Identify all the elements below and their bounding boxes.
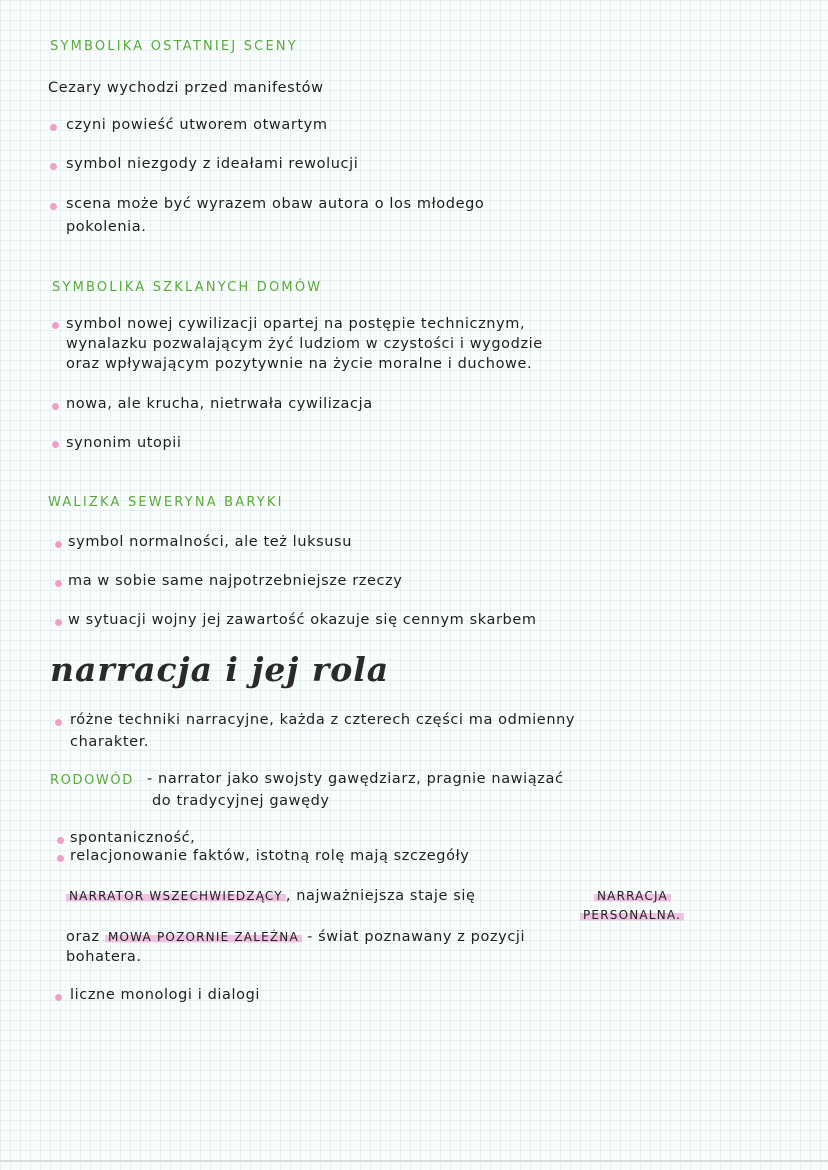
intro-text: Cezary wychodzi przed manifestów xyxy=(48,80,324,96)
bullet-dot xyxy=(55,719,62,726)
bullet-dot xyxy=(50,203,57,210)
highlight-narracja-line xyxy=(594,888,671,904)
narrator-line xyxy=(66,888,476,904)
highlight-narracja: NARRACJA xyxy=(594,889,671,903)
list-item: symbol normalności, ale też luksusu xyxy=(68,534,352,550)
highlight-personalna-line xyxy=(580,907,684,923)
mowa-line xyxy=(66,929,525,945)
list-item: w sytuacji wojny jej zawartość okazuje się cennym skarbem xyxy=(68,612,537,628)
list-item: liczne monologi i dialogi xyxy=(70,987,261,1003)
highlight-personalna: PERSONALNA. xyxy=(580,908,684,922)
bullet-dot xyxy=(50,124,57,131)
oraz-text: oraz xyxy=(66,929,100,945)
list-item: scena może być wyrazem obaw autora o los młodego xyxy=(66,196,485,212)
list-item: symbol niezgody z ideałami rewolucji xyxy=(66,156,359,172)
page-bottom-edge xyxy=(0,1160,828,1162)
rodowod-text: - narrator jako swojsty gawędziarz, pragnie nawiązać xyxy=(147,771,564,787)
list-item-continuation: wynalazku pozwalającym żyć ludziom w czystości i wygodzie xyxy=(66,336,543,352)
list-item: ma w sobie same najpotrzebniejsze rzeczy xyxy=(68,573,403,589)
list-item: różne techniki narracyjne, każda z czterech części ma odmienny xyxy=(70,712,576,728)
bullet-dot xyxy=(55,541,62,548)
bullet-dot xyxy=(55,994,62,1001)
rodowod-text-continuation: do tradycyjnej gawędy xyxy=(152,793,330,809)
bullet-dot xyxy=(57,837,64,844)
list-item: nowa, ale krucha, nietrwała cywilizacja xyxy=(66,396,373,412)
bullet-dot xyxy=(52,441,59,448)
bullet-dot xyxy=(50,163,57,170)
narrator-mid-text: , najważniejsza staje się xyxy=(285,888,476,904)
world-text: - świat poznawany z pozycji xyxy=(307,929,526,945)
list-item: synonim utopii xyxy=(66,435,182,451)
heading-walizka: WALIZKA SEWERYNA BARYKI xyxy=(48,495,284,510)
list-item-continuation: oraz wpływającym pozytywnie na życie moralne i duchowe. xyxy=(66,356,533,372)
list-item: symbol nowej cywilizacji opartej na postępie technicznym, xyxy=(66,316,526,332)
list-item: spontaniczność, xyxy=(70,830,196,846)
bullet-dot xyxy=(52,403,59,410)
highlight-narrator-wszechwiedzacy: NARRATOR WSZECHWIEDZĄCY xyxy=(66,889,286,903)
bullet-dot xyxy=(57,855,64,862)
list-item: relacjonowanie faktów, istotną rolę mają szczegóły xyxy=(70,848,470,864)
narracja-title: narracja i jej rola xyxy=(50,650,390,689)
list-item-continuation: charakter. xyxy=(70,734,150,750)
heading-szklane-domy: SYMBOLIKA SZKLANYCH DOMÓW xyxy=(52,280,323,295)
bullet-dot xyxy=(52,322,59,329)
bohatera-text: bohatera. xyxy=(66,949,142,965)
heading-ostatnia-scena: SYMBOLIKA OSTATNIEJ SCENY xyxy=(50,39,298,54)
list-item: czyni powieść utworem otwartym xyxy=(66,117,328,133)
bullet-dot xyxy=(55,580,62,587)
list-item-continuation: pokolenia. xyxy=(66,219,147,235)
highlight-mowa-pozornie-zalezna: MOWA POZORNIE ZALEŻNA xyxy=(105,930,302,944)
bullet-dot xyxy=(55,619,62,626)
rodowod-label: RODOWÓD xyxy=(50,773,134,788)
